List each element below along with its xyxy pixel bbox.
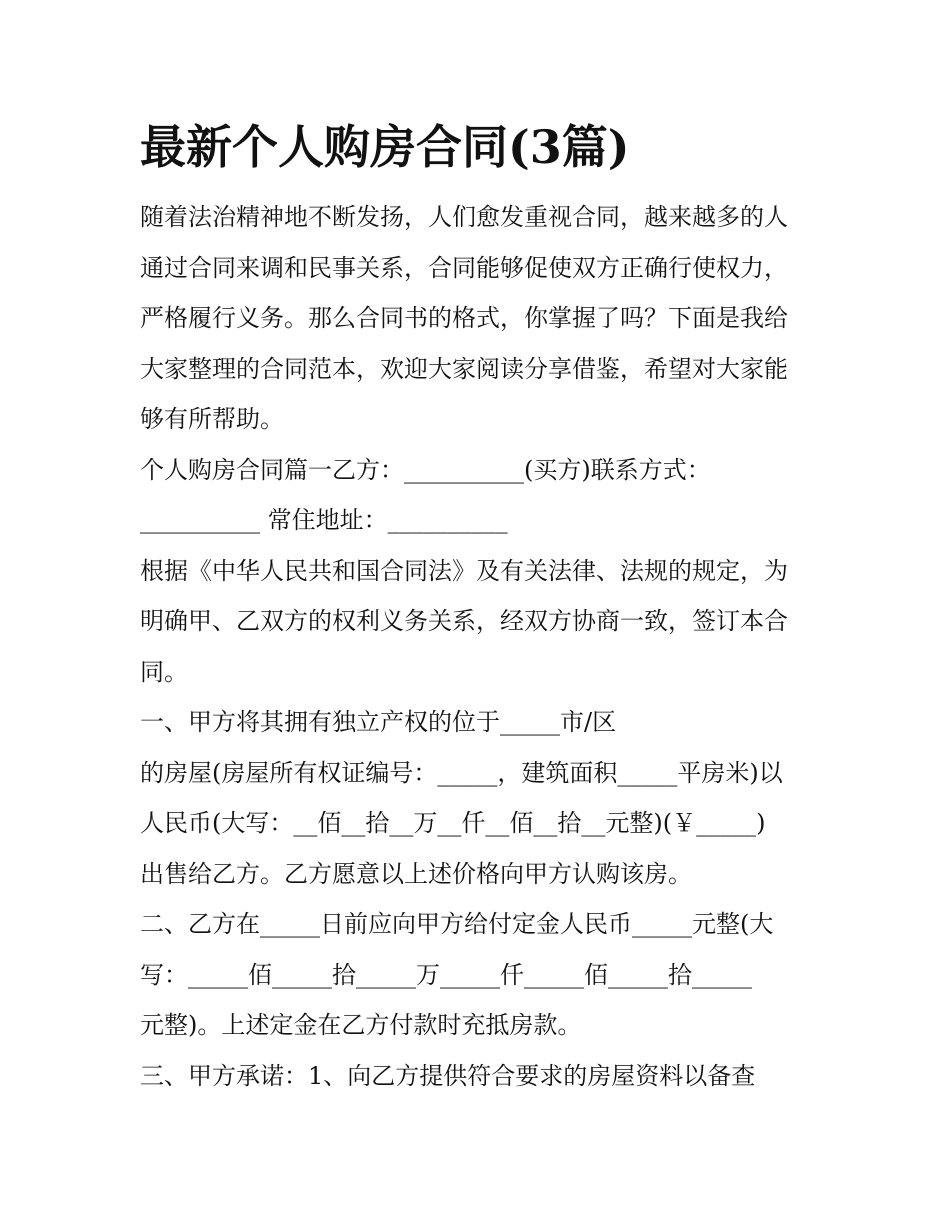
- document-title: 最新个人购房合同(3篇): [140, 120, 630, 174]
- body-line: 严格履行义务。那么合同书的格式，你掌握了吗？下面是我给: [140, 304, 788, 332]
- body-line: 元整)。上述定金在乙方付款时充抵房款。: [140, 1011, 582, 1039]
- document-body: [140, 192, 820, 1101]
- body-line: 人民币(大写：__佰__拾__万__仟__佰__拾__元整)(￥_____): [140, 809, 766, 837]
- body-line: 出售给乙方。乙方愿意以上述价格向甲方认购该房。: [140, 859, 692, 888]
- body-line: 个人购房合同篇一乙方：__________(买方)联系方式：: [140, 455, 711, 484]
- body-line: 同。: [140, 657, 188, 686]
- body-line: __________ 常住地址：__________: [140, 506, 508, 534]
- body-line: 三、甲方承诺：1、向乙方提供符合要求的房屋资料以备查: [140, 1061, 756, 1090]
- body-line: 写：_____佰_____拾_____万_____仟_____佰_____拾_____: [140, 960, 752, 989]
- body-line: 大家整理的合同范本，欢迎大家阅读分享借鉴，希望对大家能: [140, 354, 788, 383]
- body-line: 二、乙方在_____日前应向甲方给付定金人民币_____元整(大: [140, 910, 774, 938]
- document-page: [140, 112, 820, 1101]
- body-line: 明确甲、乙双方的权利义务关系，经双方协商一致，签订本合: [140, 607, 788, 635]
- body-line: 随着法治精神地不断发扬，人们愈发重视合同，越来越多的人: [140, 203, 788, 231]
- body-line: 的房屋(房屋所有权证编号：_____，建筑面积_____平房米)以: [140, 758, 783, 787]
- body-line: 通过合同来调和民事关系，合同能够促使双方正确行使权力，: [140, 253, 788, 282]
- body-line: 够有所帮助。: [140, 405, 284, 433]
- body-line: 根据《中华人民共和国合同法》及有关法律、法规的规定，为: [140, 556, 788, 585]
- body-line: 一、甲方将其拥有独立产权的位于_____市/区: [140, 708, 617, 736]
